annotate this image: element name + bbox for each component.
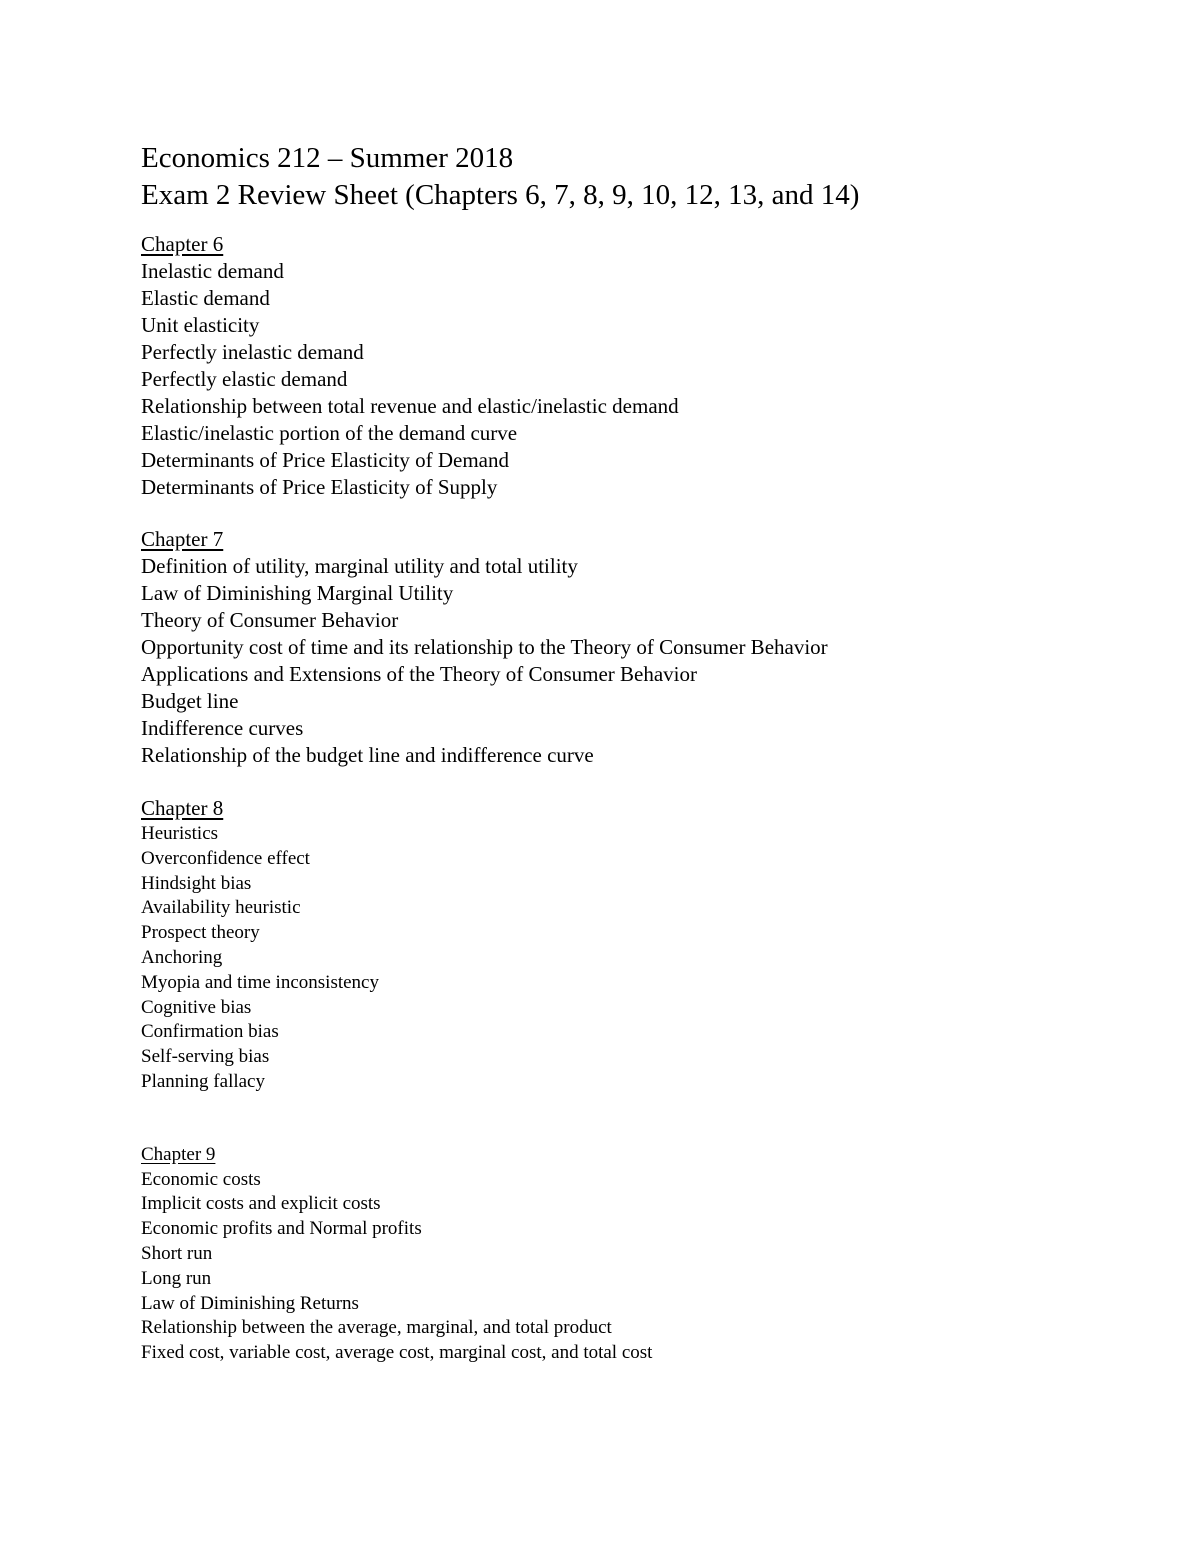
- list-item: Prospect theory: [141, 922, 260, 944]
- list-item: Opportunity cost of time and its relationship to the Theory of Consumer Behavior: [141, 635, 828, 659]
- list-item: Elastic/inelastic portion of the demand curve: [141, 421, 518, 445]
- chapter-6-heading: Chapter 6: [141, 232, 224, 256]
- chapter-8-heading: Chapter 8: [141, 796, 224, 820]
- list-item: Elastic demand: [141, 286, 270, 310]
- list-item: Relationship between the average, marginal, and total product: [141, 1317, 612, 1339]
- chapter-9-heading: Chapter 9: [141, 1143, 216, 1165]
- list-item: Relationship of the budget line and indifference curve: [141, 743, 594, 767]
- document-page: [141, 140, 1141, 1366]
- list-item: Short run: [141, 1242, 213, 1264]
- list-item: Determinants of Price Elasticity of Demand: [141, 448, 509, 472]
- list-item: Unit elasticity: [141, 313, 260, 337]
- list-item: Cognitive bias: [141, 996, 252, 1018]
- list-item: Overconfidence effect: [141, 847, 310, 869]
- chapter-6-section: [141, 231, 1141, 501]
- list-item: Perfectly elastic demand: [141, 367, 348, 391]
- list-item: Law of Diminishing Marginal Utility: [141, 581, 454, 605]
- list-item: Theory of Consumer Behavior: [141, 608, 399, 632]
- chapter-7-heading: Chapter 7: [141, 527, 224, 551]
- list-item: Confirmation bias: [141, 1021, 279, 1043]
- list-item: Hindsight bias: [141, 872, 252, 894]
- chapter-9-section: [141, 1143, 1141, 1366]
- chapter-7-section: [141, 526, 1141, 769]
- list-item: Self-serving bias: [141, 1046, 270, 1068]
- list-item: Perfectly inelastic demand: [141, 340, 364, 364]
- chapter-8-section: [141, 794, 1141, 1095]
- list-item: Economic costs: [141, 1168, 261, 1190]
- list-item: Economic profits and Normal profits: [141, 1218, 422, 1240]
- list-item: Long run: [141, 1267, 212, 1289]
- list-item: Inelastic demand: [141, 259, 284, 283]
- list-item: Anchoring: [141, 946, 223, 968]
- list-item: Planning fallacy: [141, 1070, 265, 1092]
- list-item: Availability heuristic: [141, 897, 301, 919]
- document-title: Economics 212 – Summer 2018: [141, 142, 514, 174]
- list-item: Myopia and time inconsistency: [141, 971, 379, 993]
- list-item: Determinants of Price Elasticity of Supply: [141, 475, 498, 499]
- list-item: Fixed cost, variable cost, average cost, marginal cost, and total cost: [141, 1342, 653, 1364]
- document-subtitle: Exam 2 Review Sheet (Chapters 6, 7, 8, 9, 10, 12, 13, and 14): [141, 179, 860, 211]
- list-item: Law of Diminishing Returns: [141, 1292, 359, 1314]
- list-item: Implicit costs and explicit costs: [141, 1193, 381, 1215]
- list-item: Indifference curves: [141, 716, 304, 740]
- list-item: Heuristics: [141, 823, 219, 844]
- list-item: Applications and Extensions of the Theory of Consumer Behavior: [141, 662, 698, 686]
- list-item: Relationship between total revenue and elastic/inelastic demand: [141, 394, 679, 418]
- list-item: Definition of utility, marginal utility and total utility: [141, 554, 578, 578]
- list-item: Budget line: [141, 689, 239, 713]
